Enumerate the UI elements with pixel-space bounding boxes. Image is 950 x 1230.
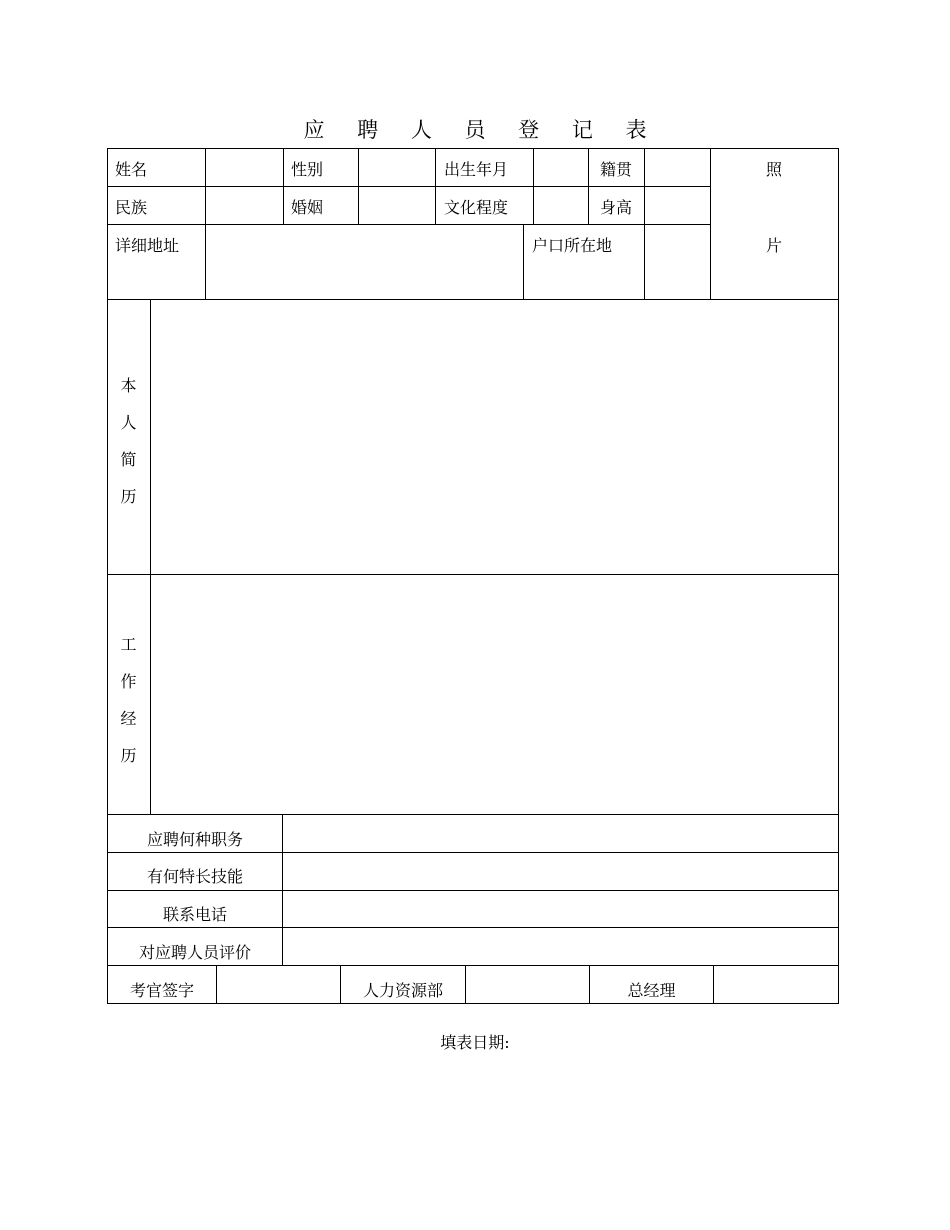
work-history-label-char: 经 bbox=[120, 709, 137, 728]
name-label: 姓名 bbox=[115, 160, 148, 179]
marital-status-label: 婚姻 bbox=[291, 198, 324, 217]
fill-date-label: 填表日期: bbox=[440, 1033, 510, 1052]
ethnicity-field[interactable] bbox=[206, 187, 282, 224]
skills-label: 有何特长技能 bbox=[146, 867, 243, 886]
gender-label: 性别 bbox=[291, 160, 324, 179]
gender-field[interactable] bbox=[359, 149, 434, 186]
marital-status-field[interactable] bbox=[359, 187, 434, 224]
work-history-field[interactable] bbox=[151, 575, 838, 814]
examiner-signature-field[interactable] bbox=[217, 966, 340, 1003]
height-field[interactable] bbox=[645, 187, 709, 224]
evaluation-field[interactable] bbox=[283, 928, 838, 965]
general-manager-label: 总经理 bbox=[627, 981, 676, 1000]
divider bbox=[435, 148, 436, 225]
education-label: 文化程度 bbox=[444, 198, 509, 217]
divider bbox=[588, 148, 589, 225]
phone-field[interactable] bbox=[283, 891, 838, 927]
hr-department-field[interactable] bbox=[466, 966, 589, 1003]
resume-field[interactable] bbox=[151, 300, 838, 574]
work-history-label-char: 作 bbox=[120, 672, 137, 691]
native-place-label: 籍贯 bbox=[600, 160, 633, 179]
birth-field[interactable] bbox=[534, 149, 587, 186]
resume-label-char: 本 bbox=[120, 376, 137, 395]
work-history-label-char: 工 bbox=[120, 635, 137, 654]
ethnicity-label: 民族 bbox=[115, 198, 148, 217]
resume-label-char: 简 bbox=[120, 450, 137, 469]
position-field[interactable] bbox=[283, 815, 838, 852]
hr-department-label: 人力资源部 bbox=[362, 981, 443, 1000]
resume-label bbox=[107, 367, 150, 515]
border-right bbox=[838, 148, 839, 1004]
native-place-field[interactable] bbox=[645, 149, 709, 186]
birth-label: 出生年月 bbox=[444, 160, 509, 179]
work-history-label-char: 历 bbox=[120, 746, 137, 765]
photo-label-char: 照 bbox=[766, 160, 783, 179]
general-manager-field[interactable] bbox=[714, 966, 838, 1003]
evaluation-label: 对应聘人员评价 bbox=[138, 943, 251, 962]
work-history-label bbox=[107, 626, 150, 774]
divider bbox=[283, 148, 284, 225]
position-label: 应聘何种职务 bbox=[146, 830, 243, 849]
resume-label-char: 历 bbox=[120, 487, 137, 506]
examiner-signature-label: 考官签字 bbox=[129, 981, 194, 1000]
education-field[interactable] bbox=[534, 187, 587, 224]
address-label: 详细地址 bbox=[115, 236, 180, 255]
resume-label-char: 人 bbox=[120, 413, 137, 432]
divider bbox=[523, 224, 524, 300]
height-label: 身高 bbox=[600, 198, 633, 217]
name-field[interactable] bbox=[206, 149, 282, 186]
address-field[interactable] bbox=[206, 225, 522, 299]
page-title: 应 聘 人 员 登 记 表 bbox=[303, 118, 660, 142]
hukou-field[interactable] bbox=[645, 225, 709, 299]
hukou-label: 户口所在地 bbox=[532, 236, 613, 255]
photo-label-char: 片 bbox=[766, 236, 783, 255]
skills-field[interactable] bbox=[283, 853, 838, 890]
phone-label: 联系电话 bbox=[162, 905, 227, 924]
